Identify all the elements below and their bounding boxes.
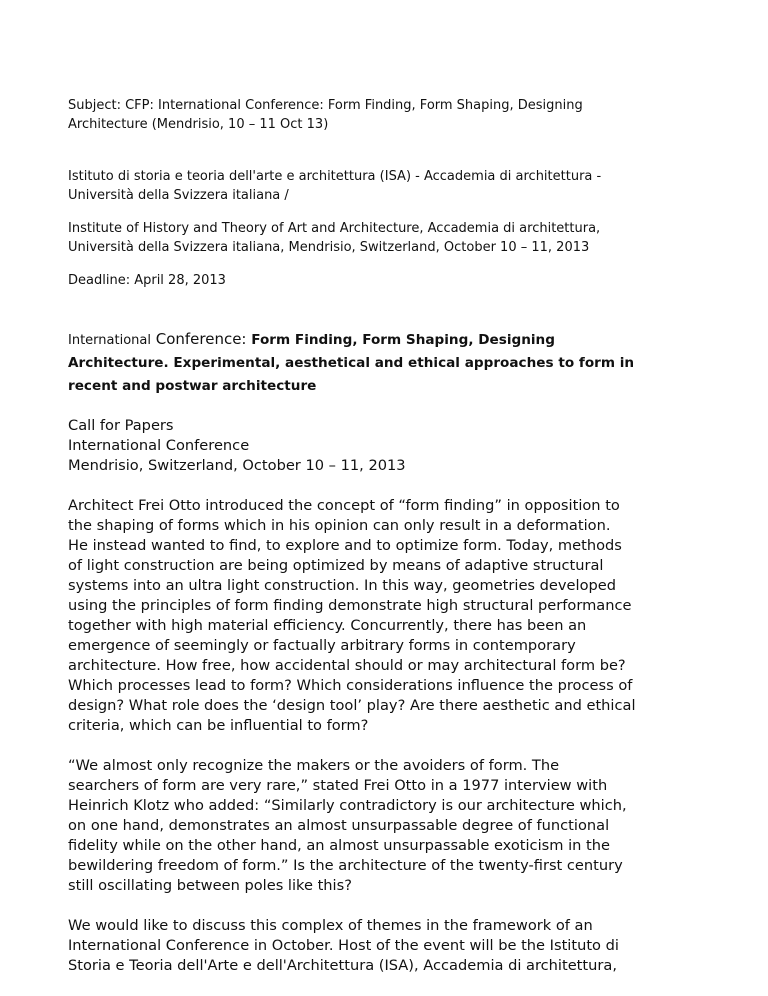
para3-line: International Conference in October. Host of the event will be the Istituto di <box>68 937 619 954</box>
title-main: Form Finding, Form Shaping, Designing <box>251 332 555 348</box>
title-line-1 <box>68 328 708 352</box>
para1-line: design? What role does the ‘design tool’ play? Are there aesthetic and ethical <box>68 697 636 714</box>
paragraph-form-finding <box>68 496 708 736</box>
call-for-papers-block <box>68 416 708 476</box>
para2-line: bewildering freedom of form.” Is the architecture of the twenty-first century <box>68 857 623 874</box>
subject-line-2: Architecture (Mendrisio, 10 – 11 Oct 13) <box>68 117 329 132</box>
para1-line: Which processes lead to form? Which considerations influence the process of <box>68 677 633 694</box>
para1-line: emergence of seemingly or factually arbitrary forms in contemporary <box>68 637 576 654</box>
subject-line-1: Subject: CFP: International Conference: Form Finding, Form Shaping, Designing <box>68 98 583 113</box>
email-subject <box>68 96 708 134</box>
title-line-2: Architecture. Experimental, aesthetical and ethical approaches to form in <box>68 355 635 371</box>
para1-line: architecture. How free, how accidental should or may architectural form be? <box>68 657 626 674</box>
para2-line: on one hand, demonstrates an almost unsurpassable degree of functional <box>68 817 610 834</box>
institute-english <box>68 219 708 257</box>
para2-line: “We almost only recognize the makers or the avoiders of form. The <box>68 757 560 774</box>
para1-line: the shaping of forms which in his opinion can only result in a deformation. <box>68 517 611 534</box>
para1-line: together with high material efficiency. Concurrently, there has been an <box>68 617 587 634</box>
cfp-line-3: Mendrisio, Switzerland, October 10 – 11, 2013 <box>68 457 406 474</box>
institute-it-line-2: Università della Svizzera italiana / <box>68 188 289 203</box>
cfp-line-1: Call for Papers <box>68 417 174 434</box>
institute-italian <box>68 167 708 205</box>
title-prefix-large: Conference: <box>155 330 247 348</box>
para1-line: systems into an ultra light construction. In this way, geometries developed <box>68 577 617 594</box>
para2-line: searchers of form are very rare,” stated Frei Otto in a 1977 interview with <box>68 777 608 794</box>
para2-line: fidelity while on the other hand, an almost unsurpassable exoticism in the <box>68 837 610 854</box>
deadline: Deadline: April 28, 2013 <box>68 273 226 288</box>
paragraph-discussion <box>68 916 708 976</box>
para1-line: criteria, which can be influential to form? <box>68 717 369 734</box>
institute-en-line-1: Institute of History and Theory of Art and Architecture, Accademia di architettura, <box>68 221 601 236</box>
institute-en-line-2: Università della Svizzera italiana, Mendrisio, Switzerland, October 10 – 11, 2013 <box>68 240 590 255</box>
institute-it-line-1: Istituto di storia e teoria dell'arte e architettura (ISA) - Accademia di architettura - <box>68 169 602 184</box>
para1-line: using the principles of form finding demonstrate high structural performance <box>68 597 632 614</box>
para2-line: Heinrich Klotz who added: “Similarly contradictory is our architecture which, <box>68 797 627 814</box>
title-prefix-small: International <box>68 333 151 348</box>
para2-line: still oscillating between poles like this? <box>68 877 352 894</box>
document-page <box>68 96 708 996</box>
para3-line: Storia e Teoria dell'Arte e dell'Architettura (ISA), Accademia di architettura, <box>68 957 617 974</box>
para1-line: He instead wanted to find, to explore and to optimize form. Today, methods <box>68 537 622 554</box>
conference-title <box>68 328 708 398</box>
cfp-line-2: International Conference <box>68 437 250 454</box>
para1-line: of light construction are being optimized by means of adaptive structural <box>68 557 604 574</box>
para1-line: Architect Frei Otto introduced the concept of “form finding” in opposition to <box>68 497 620 514</box>
paragraph-quote <box>68 756 708 896</box>
para3-line: We would like to discuss this complex of themes in the framework of an <box>68 917 593 934</box>
title-line-3: recent and postwar architecture <box>68 378 317 394</box>
